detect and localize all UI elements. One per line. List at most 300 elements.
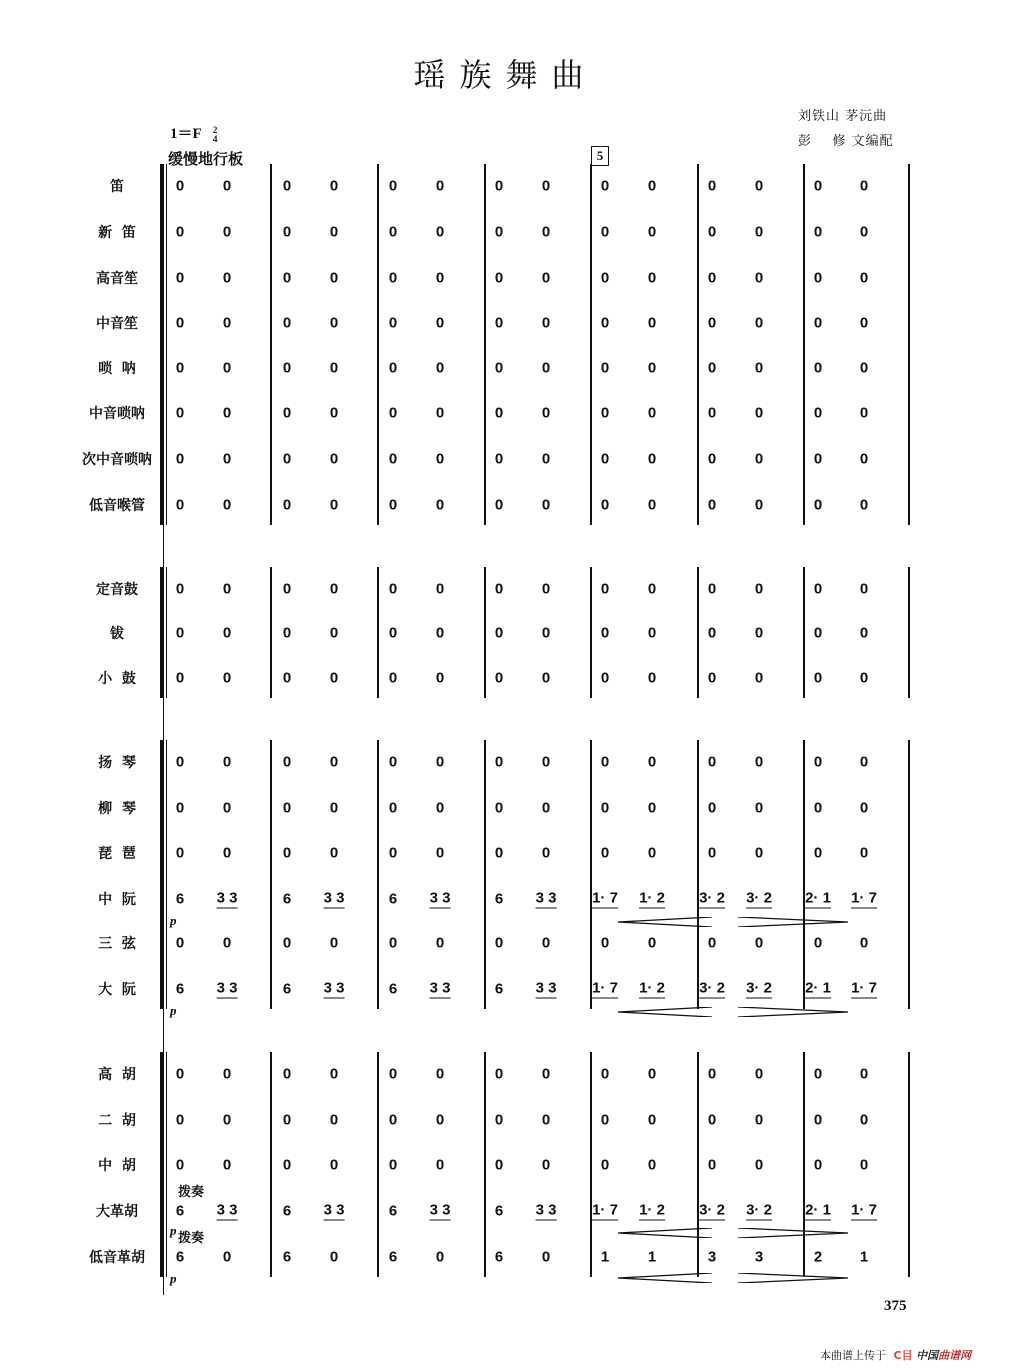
note: 0 xyxy=(435,844,445,862)
note: 0 xyxy=(813,314,823,332)
decrescendo-hairpin-diyingehu xyxy=(738,1273,848,1283)
site-logo-icon: C目 xyxy=(893,1349,913,1362)
note: 3 xyxy=(707,1248,717,1266)
note: 0 xyxy=(541,799,551,817)
note: 3· 2 xyxy=(699,979,725,997)
note: 0 xyxy=(600,450,610,468)
note: 0 xyxy=(600,359,610,377)
note: 0 xyxy=(222,624,232,642)
note: 2 xyxy=(813,1248,823,1266)
note: 0 xyxy=(541,844,551,862)
note: 0 xyxy=(813,223,823,241)
note: 2· 1 xyxy=(805,979,831,997)
tempo-marking: 缓慢地行板 xyxy=(168,150,244,168)
note: 0 xyxy=(813,580,823,598)
note: 0 xyxy=(435,934,445,952)
note: 1· 2 xyxy=(639,1201,665,1219)
note: 3· 2 xyxy=(699,889,725,907)
note: 0 xyxy=(175,223,185,241)
note: 0 xyxy=(754,314,764,332)
footer-text: 本曲谱上传于 xyxy=(820,1349,886,1362)
crescendo-hairpin-diyingehu xyxy=(618,1273,712,1283)
instrument-label: 定音鼓 xyxy=(96,582,138,598)
note: 0 xyxy=(647,580,657,598)
note: 3 3 xyxy=(323,1201,345,1219)
note: 6 xyxy=(282,1248,292,1266)
note: 0 xyxy=(435,177,445,195)
note: 0 xyxy=(859,934,869,952)
note: 0 xyxy=(222,269,232,287)
note: 6 xyxy=(175,1248,185,1266)
note: 0 xyxy=(647,1111,657,1129)
decrescendo-hairpin-dagehu xyxy=(738,1228,848,1238)
note: 0 xyxy=(754,669,764,687)
note: 0 xyxy=(600,844,610,862)
note: 0 xyxy=(813,496,823,514)
barline-bowed-7 xyxy=(908,1052,910,1277)
note: 3· 2 xyxy=(746,1201,772,1219)
note: 0 xyxy=(388,269,398,287)
note: 0 xyxy=(859,624,869,642)
note: 0 xyxy=(435,496,445,514)
credits xyxy=(798,104,894,154)
note: 0 xyxy=(754,934,764,952)
note: 3 3 xyxy=(323,979,345,997)
note: 0 xyxy=(175,799,185,817)
note: 0 xyxy=(388,1111,398,1129)
note: 0 xyxy=(222,359,232,377)
note: 0 xyxy=(494,269,504,287)
note: 0 xyxy=(541,496,551,514)
barline-winds-2 xyxy=(377,164,379,525)
note: 0 xyxy=(541,1156,551,1174)
note: 0 xyxy=(647,450,657,468)
note: 0 xyxy=(859,580,869,598)
barline-bowed-2 xyxy=(377,1052,379,1277)
barline-percussion-5 xyxy=(697,567,699,698)
site-name-part1: 中国 xyxy=(916,1349,939,1362)
key-signature xyxy=(170,122,217,144)
note: 0 xyxy=(707,314,717,332)
note: 0 xyxy=(754,1065,764,1083)
note: 0 xyxy=(282,669,292,687)
note: 0 xyxy=(813,1065,823,1083)
instrument-label: 中音唢呐 xyxy=(89,406,145,422)
crescendo-hairpin-dagehu xyxy=(618,1228,712,1238)
note: 3 3 xyxy=(429,1201,451,1219)
note: 0 xyxy=(859,404,869,422)
barline-plucked-2 xyxy=(377,740,379,1009)
note: 0 xyxy=(494,450,504,468)
note: 0 xyxy=(175,624,185,642)
note: 0 xyxy=(329,580,339,598)
note: 0 xyxy=(813,1111,823,1129)
note: 1· 7 xyxy=(592,889,618,907)
instrument-label: 高 胡 xyxy=(98,1067,136,1083)
note: 6 xyxy=(388,1248,398,1266)
bracket-plucked xyxy=(160,740,164,1009)
note: 0 xyxy=(859,496,869,514)
note: 0 xyxy=(600,669,610,687)
note: 0 xyxy=(388,1065,398,1083)
note: 0 xyxy=(282,359,292,377)
note: 1 xyxy=(600,1248,610,1266)
note: 0 xyxy=(707,1065,717,1083)
note: 0 xyxy=(222,1248,232,1266)
instrument-label: 扬 琴 xyxy=(98,755,136,771)
note: 0 xyxy=(859,223,869,241)
note: 0 xyxy=(600,223,610,241)
note: 0 xyxy=(329,404,339,422)
note: 3 3 xyxy=(216,979,238,997)
note: 0 xyxy=(435,624,445,642)
note: 0 xyxy=(388,314,398,332)
note: 0 xyxy=(647,799,657,817)
decrescendo-hairpin-zhongruan xyxy=(738,917,848,927)
note: 0 xyxy=(282,496,292,514)
note: 0 xyxy=(388,223,398,241)
note: 0 xyxy=(859,177,869,195)
note: 0 xyxy=(175,269,185,287)
note: 6 xyxy=(494,980,504,998)
note: 0 xyxy=(494,1111,504,1129)
instrument-label: 三 弦 xyxy=(98,936,136,952)
note: 0 xyxy=(754,450,764,468)
note: 0 xyxy=(329,496,339,514)
note: 0 xyxy=(754,359,764,377)
note: 0 xyxy=(175,404,185,422)
note: 0 xyxy=(435,799,445,817)
note: 0 xyxy=(494,1156,504,1174)
note: 0 xyxy=(813,269,823,287)
note: 0 xyxy=(222,496,232,514)
note: 0 xyxy=(541,223,551,241)
note: 0 xyxy=(707,669,717,687)
note: 3 3 xyxy=(535,889,557,907)
crescendo-hairpin-zhongruan xyxy=(618,917,712,927)
note: 0 xyxy=(222,844,232,862)
barline-winds-4 xyxy=(590,164,592,525)
note: 0 xyxy=(329,799,339,817)
upload-footer xyxy=(820,1347,971,1363)
note: 0 xyxy=(175,450,185,468)
note: 0 xyxy=(707,799,717,817)
note: 0 xyxy=(647,844,657,862)
note: 0 xyxy=(494,223,504,241)
note: 0 xyxy=(282,580,292,598)
barline-bowed-5 xyxy=(697,1052,699,1277)
note: 6 xyxy=(175,980,185,998)
note: 3· 2 xyxy=(746,979,772,997)
note: 0 xyxy=(754,799,764,817)
barline-percussion-2 xyxy=(377,567,379,698)
note: 0 xyxy=(600,753,610,771)
composer-credit: 刘铁山 茅沅曲 xyxy=(798,109,888,124)
note: 0 xyxy=(494,496,504,514)
note: 0 xyxy=(388,496,398,514)
note: 1· 7 xyxy=(592,1201,618,1219)
note: 0 xyxy=(388,450,398,468)
barline-winds-6 xyxy=(803,164,805,525)
bracket-winds xyxy=(160,164,164,525)
note: 0 xyxy=(282,844,292,862)
pizzicato-marking: 拨奏 xyxy=(178,1185,205,1200)
barline-bowed-4 xyxy=(590,1052,592,1277)
note: 0 xyxy=(754,177,764,195)
note: 0 xyxy=(329,669,339,687)
note: 0 xyxy=(707,223,717,241)
note: 6 xyxy=(388,980,398,998)
note: 0 xyxy=(388,799,398,817)
note: 0 xyxy=(175,580,185,598)
instrument-label: 柳 琴 xyxy=(98,801,136,817)
note: 0 xyxy=(494,404,504,422)
note: 0 xyxy=(282,934,292,952)
note: 0 xyxy=(222,223,232,241)
note: 0 xyxy=(707,269,717,287)
note: 0 xyxy=(859,314,869,332)
note: 0 xyxy=(222,753,232,771)
note: 0 xyxy=(600,934,610,952)
note: 0 xyxy=(175,1156,185,1174)
note: 0 xyxy=(175,934,185,952)
note: 0 xyxy=(435,1248,445,1266)
note: 1 xyxy=(647,1248,657,1266)
instrument-label: 大 阮 xyxy=(98,982,136,998)
note: 0 xyxy=(435,669,445,687)
note: 0 xyxy=(754,223,764,241)
note: 0 xyxy=(600,1065,610,1083)
note: 0 xyxy=(222,314,232,332)
instrument-label: 唢 呐 xyxy=(98,361,136,377)
note: 0 xyxy=(707,450,717,468)
note: 0 xyxy=(435,1111,445,1129)
note: 0 xyxy=(282,404,292,422)
time-sig-top: 2 xyxy=(212,124,218,135)
note: 0 xyxy=(541,1065,551,1083)
note: 0 xyxy=(647,359,657,377)
barline-percussion-4 xyxy=(590,567,592,698)
note: 6 xyxy=(494,1202,504,1220)
note: 0 xyxy=(282,223,292,241)
note: 1· 2 xyxy=(639,889,665,907)
note: 0 xyxy=(222,669,232,687)
note: 0 xyxy=(859,753,869,771)
note: 0 xyxy=(222,450,232,468)
note: 3 3 xyxy=(429,889,451,907)
note: 2· 1 xyxy=(805,1201,831,1219)
instrument-label: 中 胡 xyxy=(98,1158,136,1174)
barline-winds-3 xyxy=(484,164,486,525)
rehearsal-mark: 5 xyxy=(591,146,609,166)
note: 0 xyxy=(859,669,869,687)
note: 0 xyxy=(494,177,504,195)
note: 0 xyxy=(600,496,610,514)
note: 0 xyxy=(859,359,869,377)
note: 0 xyxy=(707,359,717,377)
note: 0 xyxy=(175,844,185,862)
bracket-inner-winds xyxy=(166,164,167,525)
note: 0 xyxy=(388,1156,398,1174)
note: 0 xyxy=(859,1156,869,1174)
dynamic-piano: p xyxy=(170,913,177,928)
note: 0 xyxy=(435,753,445,771)
decrescendo-hairpin-daruan xyxy=(738,1007,848,1017)
time-signature xyxy=(213,126,218,144)
note: 0 xyxy=(707,624,717,642)
note: 0 xyxy=(175,669,185,687)
note: 0 xyxy=(222,1111,232,1129)
note: 0 xyxy=(541,314,551,332)
note: 0 xyxy=(494,799,504,817)
note: 6 xyxy=(175,1202,185,1220)
note: 0 xyxy=(282,1111,292,1129)
note: 0 xyxy=(388,669,398,687)
note: 0 xyxy=(494,1065,504,1083)
barline-percussion-6 xyxy=(803,567,805,698)
barline-plucked-4 xyxy=(590,740,592,1009)
note: 3 3 xyxy=(216,889,238,907)
note: 0 xyxy=(329,1111,339,1129)
note: 0 xyxy=(329,450,339,468)
barline-bowed-1 xyxy=(270,1052,272,1277)
note: 0 xyxy=(388,177,398,195)
barline-percussion-1 xyxy=(270,567,272,698)
instrument-label: 新 笛 xyxy=(98,225,136,241)
note: 0 xyxy=(600,314,610,332)
note: 0 xyxy=(541,1248,551,1266)
dynamic-piano: p xyxy=(170,1003,177,1018)
instrument-label: 次中音唢呐 xyxy=(82,452,152,468)
note: 0 xyxy=(175,314,185,332)
note: 0 xyxy=(329,1065,339,1083)
site-name-part2: 曲谱网 xyxy=(938,1349,972,1362)
note: 0 xyxy=(175,1111,185,1129)
barline-bowed-6 xyxy=(803,1052,805,1277)
note: 0 xyxy=(600,580,610,598)
note: 0 xyxy=(329,269,339,287)
note: 0 xyxy=(494,580,504,598)
note: 6 xyxy=(388,1202,398,1220)
note: 0 xyxy=(647,223,657,241)
score-title: 瑶族舞曲 xyxy=(413,56,598,94)
note: 0 xyxy=(707,753,717,771)
note: 0 xyxy=(647,177,657,195)
note: 0 xyxy=(859,269,869,287)
note: 0 xyxy=(813,753,823,771)
note: 0 xyxy=(329,624,339,642)
note: 0 xyxy=(435,450,445,468)
barline-percussion-3 xyxy=(484,567,486,698)
note: 0 xyxy=(175,177,185,195)
note: 1· 7 xyxy=(851,889,877,907)
barline-plucked-5 xyxy=(697,740,699,1009)
note: 0 xyxy=(222,799,232,817)
note: 0 xyxy=(813,1156,823,1174)
note: 3 3 xyxy=(216,1201,238,1219)
crescendo-hairpin-daruan xyxy=(618,1007,712,1017)
instrument-label: 钹 xyxy=(110,626,124,642)
note: 0 xyxy=(435,580,445,598)
note: 0 xyxy=(859,799,869,817)
note: 0 xyxy=(541,624,551,642)
note: 0 xyxy=(707,177,717,195)
note: 0 xyxy=(647,669,657,687)
note: 0 xyxy=(222,934,232,952)
note: 0 xyxy=(541,359,551,377)
barline-plucked-7 xyxy=(908,740,910,1009)
note: 0 xyxy=(813,799,823,817)
note: 0 xyxy=(600,1156,610,1174)
note: 0 xyxy=(282,314,292,332)
barline-percussion-7 xyxy=(908,567,910,698)
note: 6 xyxy=(282,890,292,908)
note: 0 xyxy=(600,1111,610,1129)
note: 0 xyxy=(494,359,504,377)
note: 0 xyxy=(754,844,764,862)
note: 0 xyxy=(707,580,717,598)
page-number: 375 xyxy=(884,1298,907,1314)
note: 0 xyxy=(329,844,339,862)
note: 2· 1 xyxy=(805,889,831,907)
note: 0 xyxy=(754,496,764,514)
note: 6 xyxy=(175,890,185,908)
note: 1· 7 xyxy=(592,979,618,997)
note: 0 xyxy=(435,1065,445,1083)
note: 0 xyxy=(647,1065,657,1083)
note: 0 xyxy=(494,669,504,687)
instrument-label: 笛 xyxy=(110,179,124,195)
instrument-label: 小 鼓 xyxy=(98,671,136,687)
barline-winds-5 xyxy=(697,164,699,525)
barline-plucked-6 xyxy=(803,740,805,1009)
note: 6 xyxy=(282,980,292,998)
note: 0 xyxy=(647,314,657,332)
instrument-label: 中音笙 xyxy=(96,316,138,332)
note: 0 xyxy=(222,580,232,598)
note: 0 xyxy=(754,753,764,771)
note: 0 xyxy=(175,753,185,771)
key-text: 1＝F xyxy=(170,126,202,142)
note: 0 xyxy=(541,1111,551,1129)
note: 0 xyxy=(813,177,823,195)
note: 0 xyxy=(754,269,764,287)
note: 0 xyxy=(813,624,823,642)
note: 0 xyxy=(435,359,445,377)
note: 1 xyxy=(859,1248,869,1266)
note: 0 xyxy=(329,223,339,241)
note: 0 xyxy=(388,359,398,377)
note: 0 xyxy=(282,1156,292,1174)
note: 3 3 xyxy=(429,979,451,997)
note: 0 xyxy=(282,799,292,817)
note: 0 xyxy=(647,753,657,771)
note: 0 xyxy=(541,177,551,195)
note: 0 xyxy=(859,844,869,862)
note: 0 xyxy=(282,1065,292,1083)
note: 0 xyxy=(754,1156,764,1174)
instrument-label: 高音笙 xyxy=(96,271,138,287)
note: 0 xyxy=(494,753,504,771)
instrument-label: 中 阮 xyxy=(98,892,136,908)
note: 0 xyxy=(388,753,398,771)
note: 3 3 xyxy=(323,889,345,907)
instrument-label: 低音喉管 xyxy=(89,498,145,514)
note: 0 xyxy=(329,934,339,952)
instrument-label: 大革胡 xyxy=(96,1204,138,1220)
note: 0 xyxy=(647,934,657,952)
note: 0 xyxy=(282,753,292,771)
